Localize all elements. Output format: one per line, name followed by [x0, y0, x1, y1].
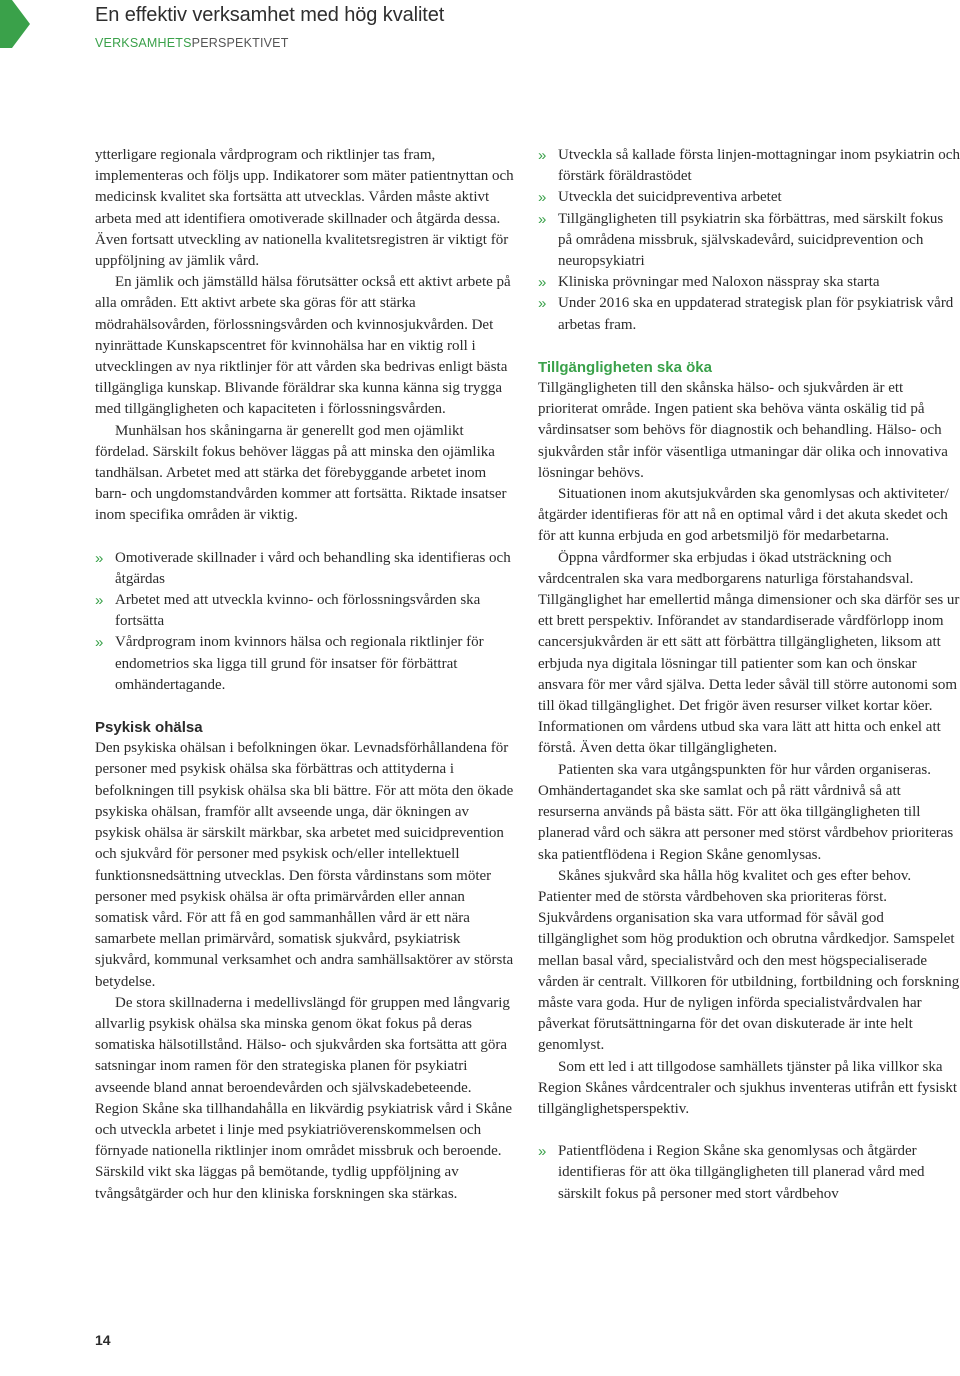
right-column — [538, 145, 960, 1205]
list-item — [538, 1141, 960, 1205]
list-item — [95, 632, 517, 696]
paragraph: Munhälsan hos skåningarna är generellt god men ojämlikt fördelad. Särskilt fokus behöver läggas på att minska den ojämlika tandhälsan. Arbetet med att stärka det förebyggande arbetet inom barn- och ungdomstandvården kommer att fortsätta. Riktade insatser inom specifika områden är viktig. — [95, 422, 507, 524]
paragraph: Skånes sjukvård ska hålla hög kvalitet och ges efter behov. Patienter med de största vårdbehoven ska prioriteras först. Sjukvårdens organisation ska vara utformad för såväl god tillgänglighet som hög produktion och obrutna vårdkedjor. Samspelet mellan basal vård, specialistvård och den mest högspecialiserade vården är centralt. Villkoren för utbildning, fortbildning och forskning måste vara goda. Hur de nyligen införda specialistvårdvalen har påverkat förutsättningarna för det ovan diskuterade är inte helt genomlyst. — [538, 867, 960, 1054]
list-item-text: Vårdprogram inom kvinnors hälsa och regionala riktlinjer för endometrios ska ligga till grund för insatser för förbättrat omhändertagande. — [115, 634, 484, 693]
list-item — [538, 272, 960, 293]
left-column — [95, 145, 517, 1205]
document-subtitle — [95, 36, 289, 50]
list-item-text: Omotiverade skillnader i vård och behandling ska identifieras och åtgärdas — [115, 549, 511, 587]
double-chevron-icon: » — [538, 295, 547, 313]
list-item-text: Kliniska prövningar med Naloxon nässpray ska starta — [558, 274, 880, 291]
list-item — [538, 187, 960, 208]
double-chevron-icon: » — [95, 549, 104, 567]
page-number: 14 — [95, 1332, 111, 1348]
subtitle-light: PERSPEKTIVET — [191, 36, 289, 50]
list-item-text: Utveckla så kallade första linjen-mottagningar inom psykiatrin och förstärk föräldrastödet — [558, 147, 960, 185]
paragraph: De stora skillnaderna i medellivslängd för gruppen med långvarig allvarlig psykisk ohälsa ska minska genom ökat fokus på deras somatiska hälsotillstånd. Hälso- och sjukvården ska fortsätta att göra satsningar inom ramen för den strategiska planen för psykiatri avseende bland annat beroendevården och självskadebeteende. Region Skåne ska tillhandahålla en likvärdig psykiatrisk vård i Skåne och utveckla arbetet i linje med psykiatriöverenskommelsen och förnyade nationella riktlinjer inom området missbruk och beroende. Särskild vikt ska läggas på bemötande, tydlig uppföljning av tvångsåtgärder och hur den kliniska forskningen ska stärkas. — [95, 994, 512, 1202]
document-title: En effektiv verksamhet med hög kvalitet — [95, 4, 445, 26]
green-chevron-icon — [0, 0, 30, 48]
paragraph: En jämlik och jämställd hälsa förutsätter också ett aktivt arbete på alla områden. Ett aktivt arbete ska göras för att stärka mödrahälsovården, förlossningsvården och kvinnosjukvården. Det nyinrättade Kunskapscentret för kvinnohälsa har en viktig roll i utvecklingen av nya riktlinjer för att vården ska bedrivas enligt bästa tillgängliga kunskap. Blivande föräldrar ska kunna känna sig trygga med tillgängligheten och kapaciteten i förlossningsvården. — [95, 274, 511, 418]
bullet-list — [538, 145, 960, 336]
section-heading: Tillgängligheten ska öka — [538, 358, 712, 376]
list-item-text: Under 2016 ska en uppdaterad strategisk plan för psykiatrisk vård arbetas fram. — [558, 295, 954, 333]
double-chevron-icon: » — [538, 189, 547, 207]
paragraph: ytterligare regionala vårdprogram och riktlinjer tas fram, implementeras och följs upp. Indikatorer som mäter patientnyttan och medicinsk kvalitet ska fortsätta att utvecklas. Vården måste aktivt arbeta med att identifiera omotiverade skillnader och åtgärda dessa. Även fortsatt utveckling av nationella kvalitetsregistren är viktigt för uppföljning av jämlik vård. — [95, 147, 514, 270]
double-chevron-icon: » — [538, 147, 547, 164]
section-heading: Psykisk ohälsa — [95, 719, 203, 737]
list-item-text: Patientflödena i Region Skåne ska genomlysas och åtgärder identifieras för att öka tillgängligheten till planerad vård med särskilt fokus på personer med stort vårdbehov — [558, 1143, 925, 1202]
double-chevron-icon: » — [538, 1143, 547, 1161]
subtitle-strong: VERKSAMHETS — [95, 36, 192, 50]
list-item — [538, 145, 960, 187]
paragraph: Patienten ska vara utgångspunkten för hur vården organiseras. Omhändertagandet ska ske samlat och på rätt vårdnivå så att resurserna används på bästa sätt. För att öka tillgängligheten till planerad vård och säkra att personer med störst vårdbehov prioriteras ska patientflödena i Region Skåne genomlysas. — [538, 761, 954, 863]
paragraph: Tillgängligheten till den skånska hälso- och sjukvården är ett prioriterat område. Ingen patient ska behöva vänta oskälig tid på vårdinsatser som behövs för diagnostik och behandling. Hälso- och sjukvården står inför väsentliga utmaningar där olika och innovativa lösningar behövs. — [538, 380, 948, 481]
double-chevron-icon: » — [538, 210, 547, 228]
list-item-text: Tillgängligheten till psykiatrin ska förbättras, med särskilt fokus på områdena missbruk, självskadevård, suicidprevention och neuropsykiatri — [558, 210, 944, 270]
list-item — [95, 590, 517, 632]
paragraph: Situationen inom akutsjukvården ska genomlysas och aktiviteter/åtgärder identifieras för att nå en optimal vård i det akuta skedet och för att kunna erbjuda en god arbetsmiljö för medarbetarna. — [538, 486, 949, 545]
paragraph: Som ett led i att tillgodose samhällets tjänster på lika villkor ska Region Skånes vårdcentraler och sjukhus inventeras utifrån ett fysiskt tillgänglighetsperspektiv. — [538, 1058, 958, 1117]
double-chevron-icon: » — [95, 634, 104, 652]
double-chevron-icon: » — [95, 592, 104, 610]
bullet-list — [95, 548, 517, 696]
list-item-text: Arbetet med att utveckla kvinno- och förlossningsvården ska fortsätta — [115, 592, 481, 630]
page-header — [0, 0, 960, 64]
list-item — [95, 548, 517, 590]
paragraph: Den psykiska ohälsan i befolkningen ökar. Levnadsförhållandena för personer med psykisk ohälsa ska förbättras och attityderna i befolkningen till psykisk ohälsa ska bli bättre. För att möta den ökade psykiska ohälsan, framför allt avseende unga, där ökningen av psykisk ohälsa är särskilt märkbar, ska arbetet med suicidprevention och sjukvård för personer med psykisk och/eller intellektuell funktionsnedsättning utvecklas. Den första vårdinstans som möter personer med psykisk ohälsa är ofta primärvården eller annan somatisk vård. För att få en god sammanhållen vård är ett nära samarbete mellan primärvård, somatisk sjukvård, psykiatrisk sjukvård, kommunal verksamhet och andra samhällsaktörer av största betydelse. — [95, 740, 514, 990]
list-item — [538, 209, 960, 273]
bullet-list — [538, 1141, 960, 1205]
list-item-text: Utveckla det suicidpreventiva arbetet — [558, 189, 782, 206]
list-item — [538, 293, 960, 335]
paragraph: Öppna vårdformer ska erbjudas i ökad utsträckning och vårdcentralen ska vara medborgarens naturliga förstahandsval. Tillgänglighet har emellertid många dimensioner och ska därför ses ur ett brett perspektiv. Införandet av standardiserade vårdförlopp inom cancersjukvården är ett sätt att förbättra tillgängligheten, liksom att erbjuda nya digitala lösningar till patienter som kan och önskar ansvara för mer vård själva. Detta leder såväl till större autonomi som till ökad tillgänglighet. Det frigör även resurser vilket kortar köer. Informationen om vårdens utbud ska vara lätt att hitta och enkel att förstå. Även detta ökar tillgängligheten. — [538, 549, 960, 757]
double-chevron-icon: » — [538, 274, 547, 292]
